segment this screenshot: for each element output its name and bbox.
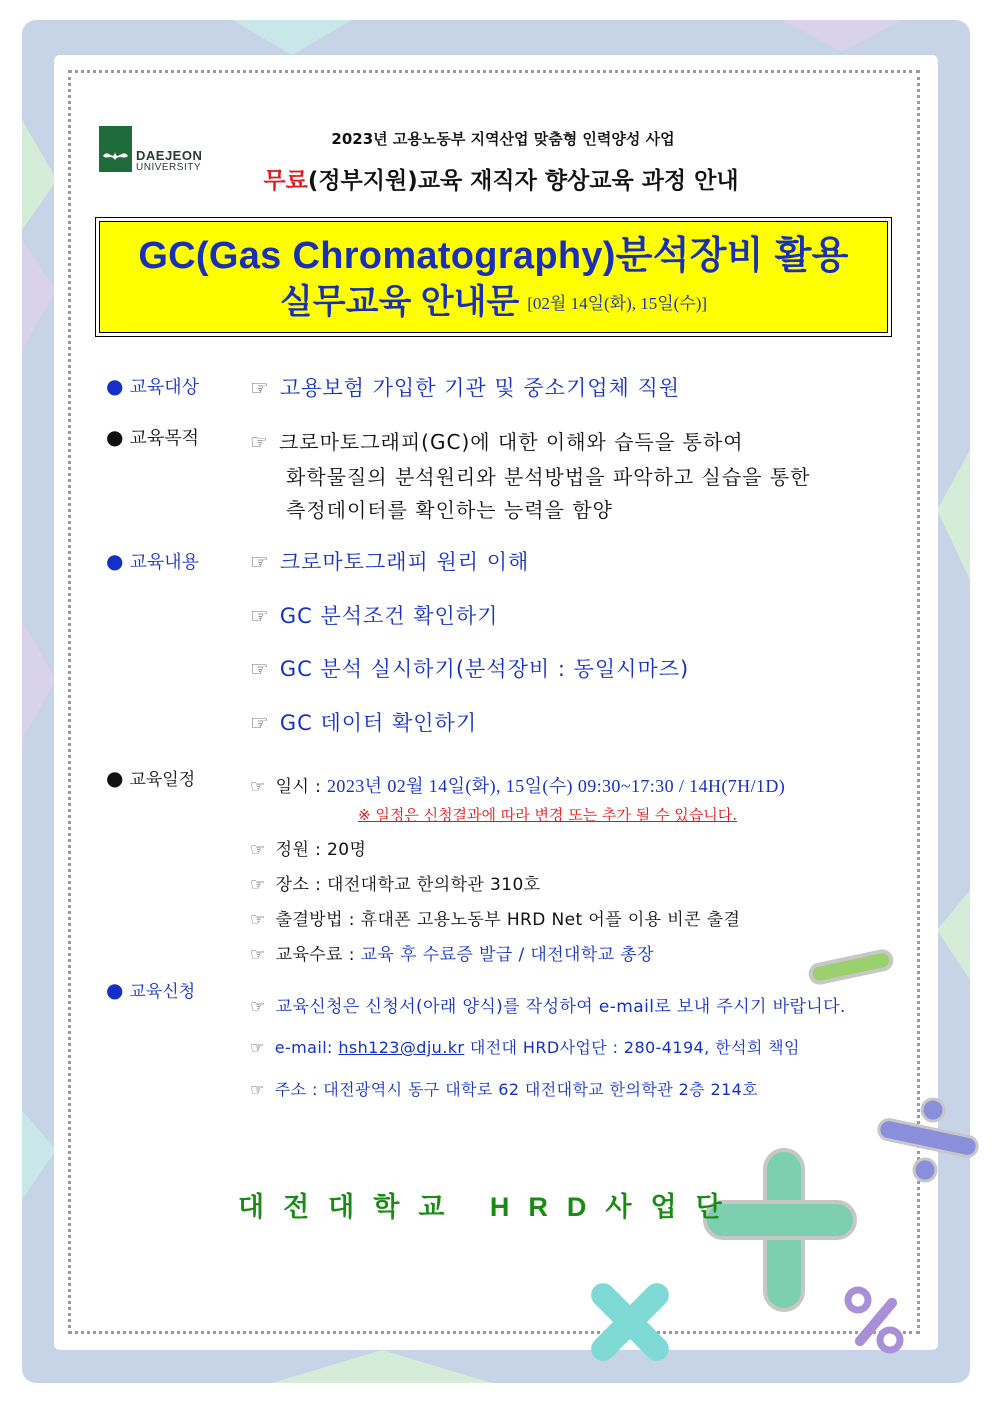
section-target-label: ● 교육대상 (106, 374, 200, 398)
bullet-icon: ● (106, 978, 124, 1002)
section-purpose-line1: ☞ 크로마토그래피(GC)에 대한 이해와 습득을 통하여 (250, 430, 744, 454)
plus-icon (705, 1150, 855, 1310)
program-subtitle: 2023년 고용노동부 지역산업 맞춤형 인력양성 사업 (331, 130, 675, 148)
section-purpose-line2: 화학물질의 분석원리와 분석방법을 파악하고 실습을 통한 (286, 465, 811, 489)
math-decorations (560, 940, 980, 1380)
apply-instruction: ☞ 교육신청은 신청서(아래 양식)를 작성하여 e-mail로 보내 주시기 바랍니다. (250, 997, 846, 1017)
pointing-hand-icon: ☞ (250, 604, 270, 628)
pointing-hand-icon: ☞ (250, 1038, 265, 1057)
course-heading-text: (정부지원)교육 재직자 향상교육 과정 안내 (307, 168, 739, 194)
schedule-completion: ☞ 교육수료 : 교육 후 수료증 발급 / 대전대학교 총장 (250, 945, 654, 965)
email-link[interactable]: hsh123@dju.kr (338, 1038, 465, 1057)
pointing-hand-icon: ☞ (250, 657, 270, 681)
schedule-date: ☞ 일시 : 2023년 02월 14일(화), 15일(수) 09:30~17:30 / 14H(7H/1D) (250, 776, 786, 797)
apply-address: ☞ 주소 : 대전광역시 동구 대학로 62 대전대학교 한의학관 2층 214호 (250, 1080, 759, 1099)
schedule-place: ☞ 장소 : 대전대학교 한의학관 310호 (250, 875, 541, 895)
footer-org-name: 대전대학교 HRD사업단 (238, 1192, 741, 1222)
pointing-hand-icon: ☞ (250, 1080, 265, 1099)
section-apply-label: ● 교육신청 (106, 978, 196, 1002)
section-target-text: ☞ 고용보험 가입한 기관 및 중소기업체 직원 (250, 376, 681, 400)
schedule-attendance: ☞ 출결방법 : 휴대폰 고용노동부 HRD Net 어플 이용 비콘 출결 (250, 910, 741, 930)
bullet-icon: ● (106, 425, 124, 449)
course-heading (0, 162, 992, 195)
apply-contact: ☞ e-mail: hsh123@dju.kr 대전대 HRD사업단 : 280-4194, 한석희 책임 (250, 1038, 800, 1057)
bullet-icon: ● (106, 549, 124, 573)
title-line1: GC(Gas Chromatography)분석장비 활용 (138, 235, 849, 277)
title-line2: 실무교육 안내문 (279, 283, 520, 321)
content-item: ☞ GC 분석 실시하기(분석장비 : 동일시마즈) (250, 657, 690, 681)
pointing-hand-icon: ☞ (250, 711, 270, 735)
percent-icon (848, 1290, 900, 1350)
content-item: ☞ GC 데이터 확인하기 (250, 711, 478, 735)
content-item: ☞ 크로마토그래피 원리 이해 (250, 550, 530, 574)
free-label: 무료 (263, 168, 308, 194)
pointing-hand-icon: ☞ (250, 910, 266, 930)
logo-line2: UNIVERSITY (136, 162, 202, 173)
multiply-icon (586, 1278, 674, 1366)
logo-line1: DAEJEON (136, 148, 203, 163)
section-purpose-label: ● 교육목적 (106, 425, 200, 449)
bullet-icon: ● (106, 374, 124, 398)
title-line2-wrap (100, 280, 887, 326)
pointing-hand-icon: ☞ (250, 945, 266, 965)
section-content-label: ● 교육내용 (106, 549, 200, 573)
pointing-hand-icon: ☞ (250, 840, 266, 860)
divide-icon (877, 1099, 979, 1181)
pointing-hand-icon: ☞ (250, 550, 270, 574)
section-purpose-line3: 측정데이터를 확인하는 능력을 함양 (286, 498, 613, 522)
pill-icon (809, 950, 893, 985)
schedule-capacity: ☞ 정원 : 20명 (250, 840, 367, 860)
schedule-note: ※ 일정은 신청결과에 따라 변경 또는 추가 될 수 있습니다. (358, 806, 738, 824)
content-item: ☞ GC 분석조건 확인하기 (250, 604, 499, 628)
title-date: [02월 14일(화), 15일(수)] (527, 294, 708, 314)
section-schedule-label: ● 교육일정 (106, 766, 196, 790)
pointing-hand-icon: ☞ (250, 997, 266, 1017)
title-box (95, 217, 892, 337)
pointing-hand-icon: ☞ (250, 777, 266, 797)
bullet-icon: ● (106, 766, 124, 790)
pointing-hand-icon: ☞ (250, 376, 270, 400)
pointing-hand-icon: ☞ (250, 430, 269, 454)
pointing-hand-icon: ☞ (250, 875, 266, 895)
